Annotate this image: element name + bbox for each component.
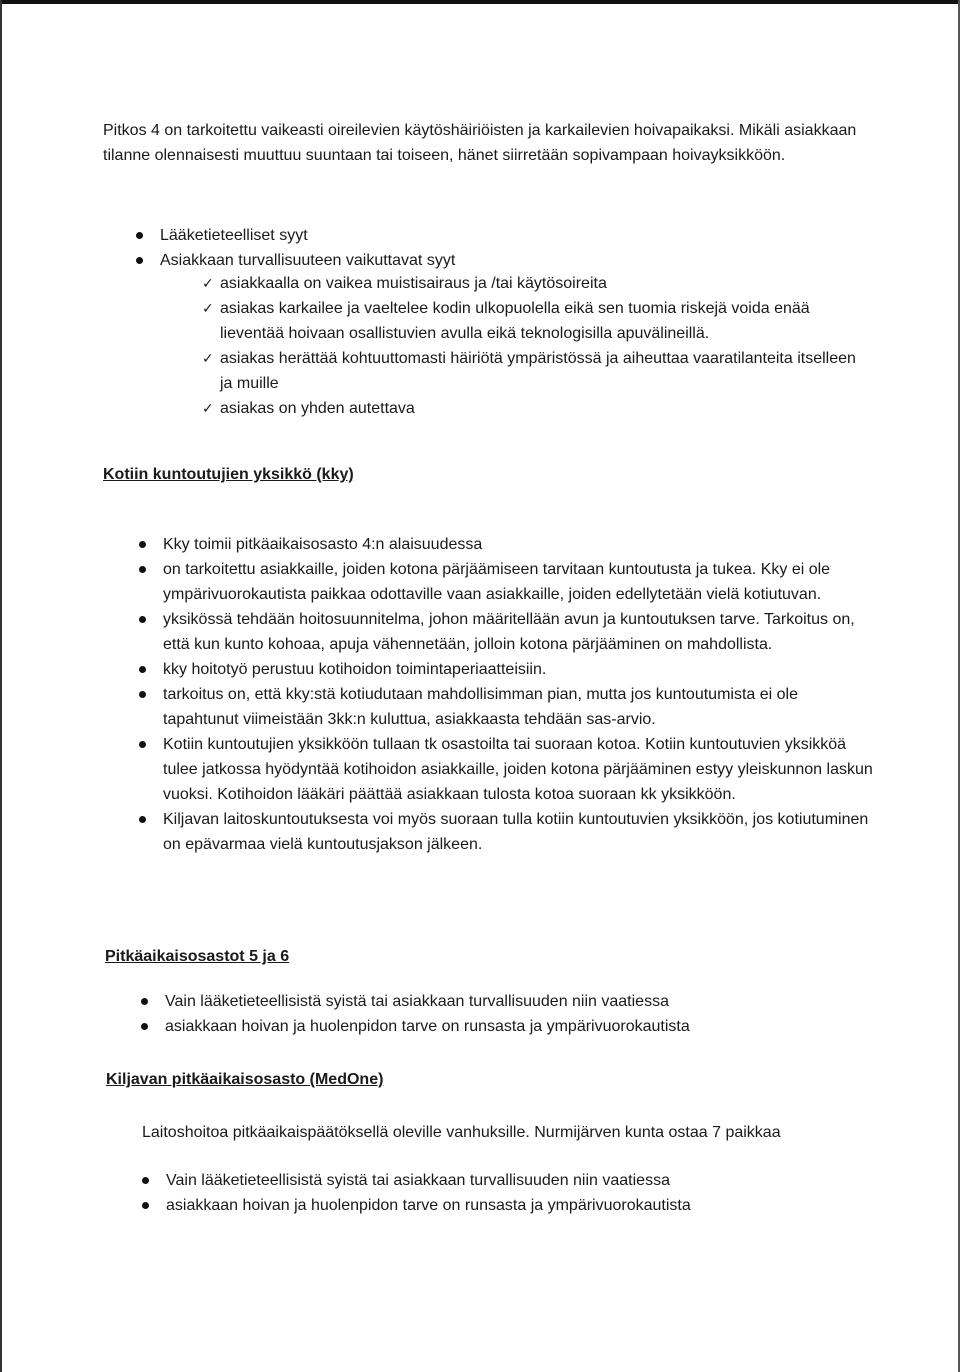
pitkaaikaisosastot-list (165, 989, 880, 1039)
section-heading-kky: Kotiin kuntoutujien yksikkö (kky) (103, 466, 354, 483)
transfer-reasons-list (160, 223, 880, 273)
kky-list (163, 532, 878, 857)
safety-reasons-checklist (220, 271, 870, 421)
checklist-item: ✓ asiakas herättää kohtuuttomasti häiriötä ympäristössä ja aiheuttaa vaaratilanteita itselleen ja muille (220, 346, 870, 396)
list-item: Vain lääketieteellisistä syistä tai asiakkaan turvallisuuden niin vaatiessa (165, 989, 880, 1014)
scan-border-left (0, 0, 2, 1372)
list-item: yksikössä tehdään hoitosuunnitelma, johon määritellään avun ja kuntoutuksen tarve. Tarkoitus on, että kun kunto kohoaa, apuja vähennetään, jolloin kotona pärjääminen on mahdollista. (163, 607, 878, 657)
kiljava-description: Laitoshoitoa pitkäaikaispäätöksellä oleville vanhuksille. Nurmijärven kunta ostaa 7 paikkaa (142, 1124, 781, 1141)
list-item: tarkoitus on, että kky:stä kotiudutaan mahdollisimman pian, mutta jos kuntoutumista ei ole tapahtunut viimeistään 3kk:n kuluttua, asiakkaasta tehdään sas-arvio. (163, 682, 878, 732)
list-item: Kiljavan laitoskuntoutuksesta voi myös suoraan tulla kotiin kuntoutuvien yksikköön, jos kotiutuminen on epävarmaa vielä kuntoutusjakson jälkeen. (163, 807, 878, 857)
kiljava-list (166, 1168, 881, 1218)
list-item: asiakkaan hoivan ja huolenpidon tarve on runsasta ja ympärivuorokautista (165, 1014, 880, 1039)
list-item: asiakkaan hoivan ja huolenpidon tarve on runsasta ja ympärivuorokautista (166, 1193, 881, 1218)
scan-border-top (0, 0, 960, 4)
section-heading-pitkaaikaisosastot: Pitkäaikaisosastot 5 ja 6 (105, 948, 290, 965)
checklist-item: ✓ asiakkaalla on vaikea muistisairaus ja /tai käytösoireita (220, 271, 870, 296)
section-heading-kiljava: Kiljavan pitkäaikaisosasto (MedOne) (106, 1071, 384, 1088)
list-item: Lääketieteelliset syyt (160, 223, 880, 248)
list-item: Vain lääketieteellisistä syistä tai asiakkaan turvallisuuden niin vaatiessa (166, 1168, 881, 1193)
list-item: on tarkoitettu asiakkaille, joiden kotona pärjäämiseen tarvitaan kuntoutusta ja tukea. Kky ei ole ympärivuorokautista paikkaa odottaville vaan asiakkaille, joiden edellytetään vielä kotiutuvan. (163, 557, 878, 607)
checklist-item: ✓ asiakas karkailee ja vaeltelee kodin ulkopuolella eikä sen tuomia riskejä voida enää lieventää hoivaan osallistuvien avulla eikä teknologisilla apuvälineillä. (220, 296, 870, 346)
list-item: kky hoitotyö perustuu kotihoidon toimintaperiaatteisiin. (163, 657, 878, 682)
list-item: Asiakkaan turvallisuuteen vaikuttavat syyt (160, 248, 880, 273)
list-item: Kotiin kuntoutujien yksikköön tullaan tk osastoilta tai suoraan kotoa. Kotiin kuntoutuvien yksikköä tulee jatkossa hyödyntää kotihoidon asiakkaille, joiden kotona pärjääminen estyy yleiskunnon laskun vuoksi. Kotihoidon lääkäri päättää asiakkaan tulosta kotoa suoraan kk yksikköön. (163, 732, 878, 807)
checklist-item: ✓ asiakas on yhden autettava (220, 396, 870, 421)
intro-paragraph: Pitkos 4 on tarkoitettu vaikeasti oireilevien käytöshäiriöisten ja karkailevien hoivapaikaksi. Mikäli asiakkaan tilanne olennaisesti muuttuu suuntaan tai toiseen, hänet siirretään sopivampaan hoivayksikköön. (103, 122, 857, 164)
list-item: Kky toimii pitkäaikaisosasto 4:n alaisuudessa (163, 532, 878, 557)
